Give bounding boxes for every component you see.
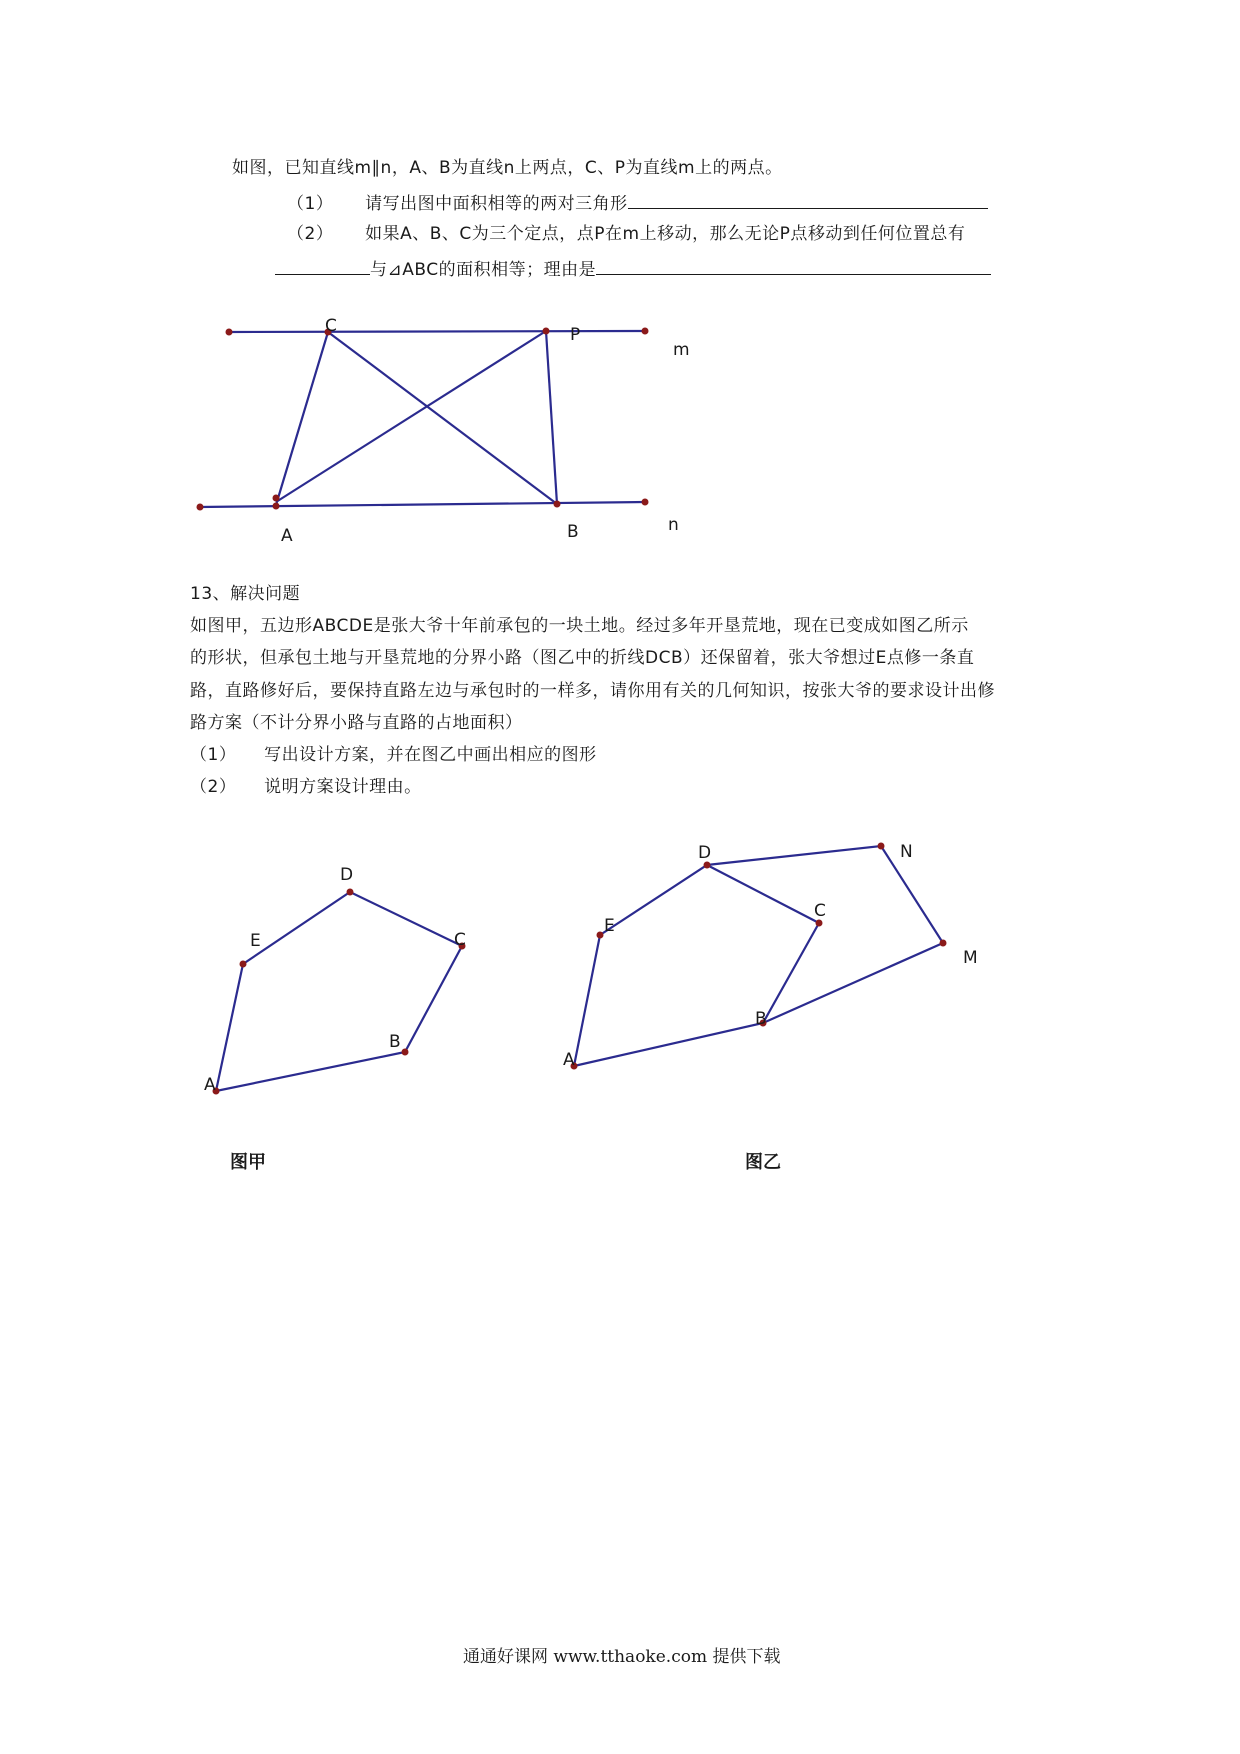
- caption-yi: 图乙: [745, 1152, 781, 1173]
- q13-para-line4: 路方案（不计分界小路与直路的占地面积）: [190, 713, 523, 733]
- q13-item1-text: 写出设计方案，并在图乙中画出相应的图形: [264, 745, 597, 765]
- q13-para-line3: 路，直路修好后，要保持直路左边与承包时的一样多，请你用有关的几何知识，按张大爷的要求设计出修: [190, 681, 995, 701]
- yi-point-N: [878, 843, 885, 850]
- label-n: n: [668, 515, 679, 535]
- caption-jia: 图甲: [230, 1152, 266, 1173]
- q13-para-line1: 如图甲，五边形ABCDE是张大爷十年前承包的一块土地。经过多年开垦荒地，现在已变成如图乙所示: [190, 616, 969, 636]
- label-C: C: [325, 316, 337, 336]
- q13-para-line2: 的形状，但承包土地与开垦荒地的分界小路（图乙中的折线DCB）还保留着，张大爷想过E点修一条直: [190, 648, 975, 668]
- yi-label-B: B: [755, 1009, 767, 1029]
- q12-part1-num: （1）: [287, 194, 334, 214]
- q12-intro: 如图，已知直线m∥n，A、B为直线n上两点，C、P为直线m上的两点。: [232, 158, 783, 178]
- q12-part2-cont: 与⊿ABC的面积相等；理由是: [370, 260, 597, 280]
- jia-label-A: A: [204, 1075, 216, 1095]
- footer-source: 通通好课网 www.tthaoke.com 提供下载: [463, 1647, 781, 1667]
- yi-label-E: E: [604, 916, 615, 936]
- yi-label-D: D: [698, 843, 712, 863]
- q12-part1-text: 请写出图中面积相等的两对三角形: [365, 194, 628, 214]
- q13-item2-num: （2）: [190, 777, 237, 797]
- label-B: B: [567, 522, 579, 542]
- yi-point-M: [940, 940, 947, 947]
- yi-point-E: [597, 932, 604, 939]
- q13-item2-text: 说明方案设计理由。: [264, 777, 422, 797]
- boundary-path-DCB: [707, 865, 819, 1023]
- q12-part2-text: 如果A、B、C为三个定点，点P在m上移动，那么无论P点移动到任何位置总有: [365, 224, 966, 244]
- jia-label-E: E: [250, 931, 261, 951]
- label-A: A: [281, 526, 293, 546]
- yi-label-M: M: [963, 948, 978, 968]
- q13-heading: 13、解决问题: [190, 584, 301, 604]
- label-m: m: [673, 340, 690, 360]
- yi-label-A: A: [563, 1050, 575, 1070]
- jia-label-B: B: [389, 1032, 401, 1052]
- outer-boundary: [574, 846, 943, 1066]
- yi-label-N: N: [900, 842, 913, 862]
- q13-item1-num: （1）: [190, 745, 237, 765]
- jia-label-D: D: [340, 865, 354, 885]
- q12-part2-num: （2）: [287, 224, 334, 244]
- yi-label-C: C: [814, 901, 826, 921]
- jia-label-C: C: [454, 930, 466, 950]
- label-P: P: [570, 325, 581, 345]
